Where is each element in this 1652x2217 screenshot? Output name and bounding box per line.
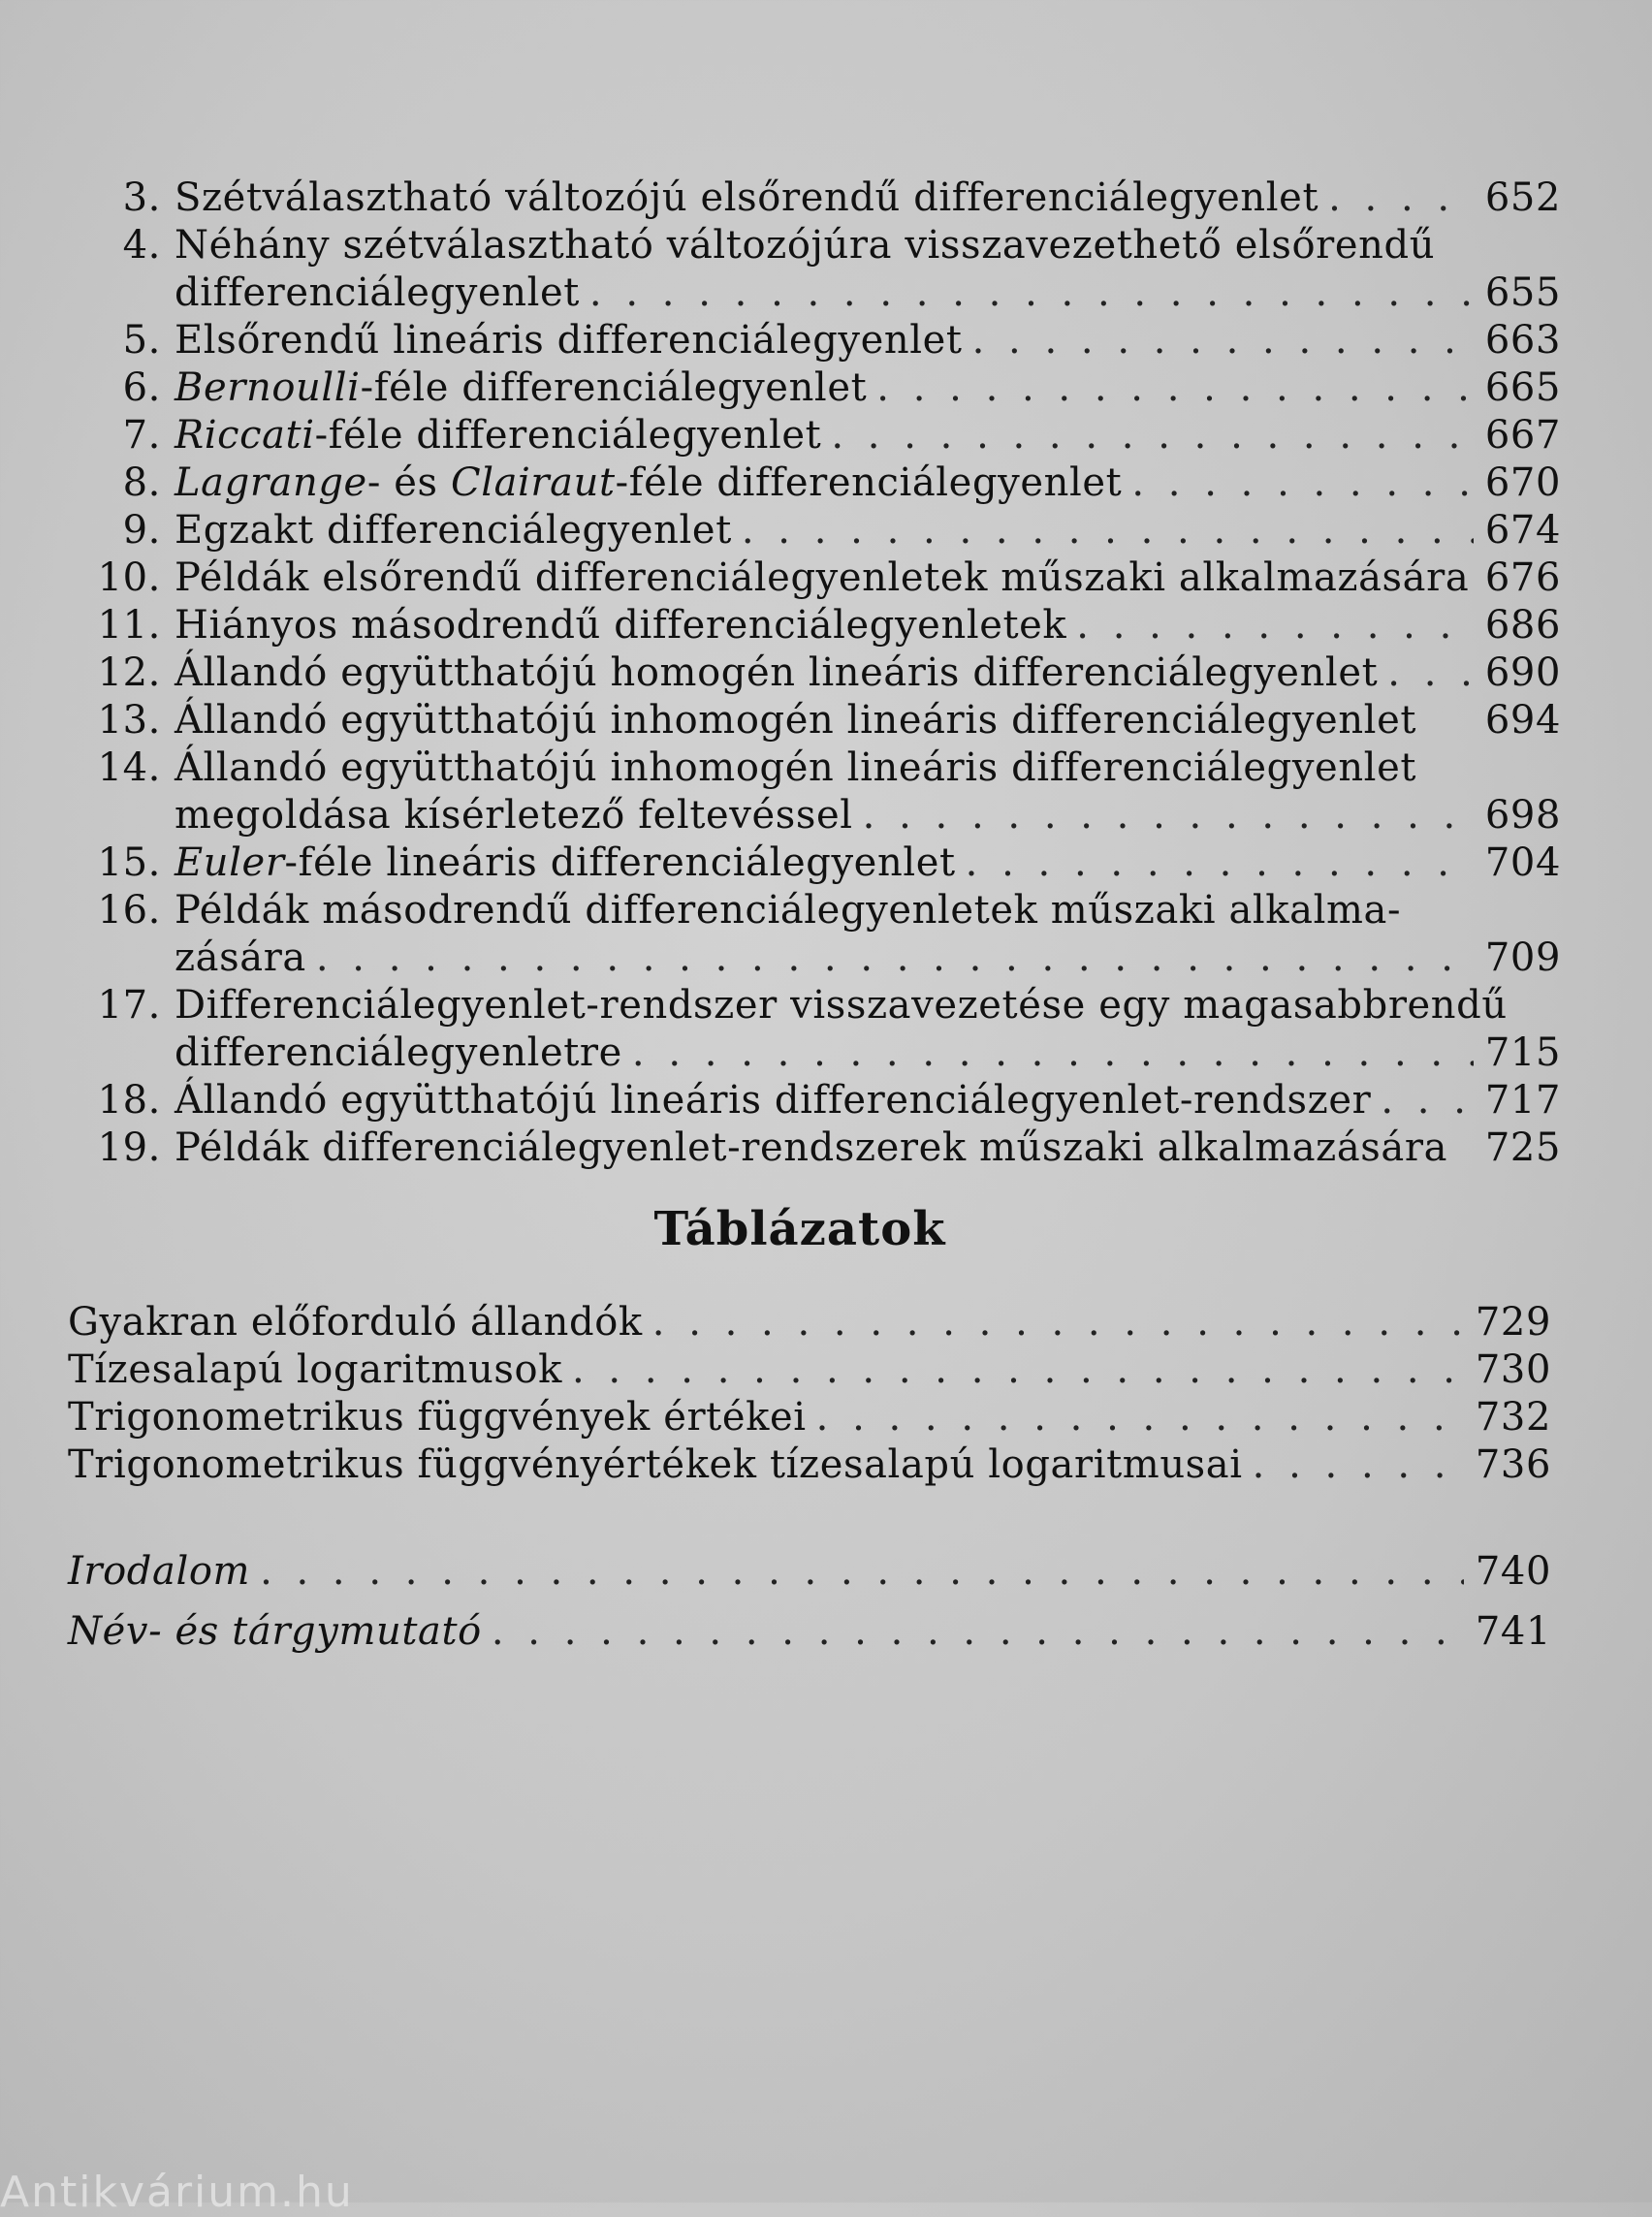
toc-entry: 16. Példák másodrendű differenciálegyenletek műszaki alkalma- [97, 888, 1402, 933]
page-number: 740 [1475, 1549, 1551, 1594]
page-number: 686 [1484, 603, 1561, 648]
toc-entry-continuation: differenciálegyenletre . . . 715 [68, 1029, 1561, 1077]
person-name: Lagrange [175, 460, 367, 505]
dot-leader [816, 1394, 1464, 1441]
page-number: 674 [1484, 508, 1561, 553]
toc-entry: 15. Euler-féle lineáris differenciálegyenlet . . . 704 [68, 839, 1561, 887]
person-name: Clairaut [450, 460, 616, 505]
toc-entry-continuation: differenciálegyenlet . . . 655 [68, 269, 1561, 317]
toc-entry: 17. Differenciálegyenlet-rendszer visszavezetése egy magasabbrendű [97, 983, 1508, 1028]
toc-entry: 5. Elsőrendű lineáris differenciálegyenlet . . . 663 [68, 317, 1561, 364]
dot-leader [632, 1029, 1474, 1077]
page-number: 736 [1475, 1442, 1551, 1487]
dot-leader [316, 934, 1474, 982]
dot-leader [972, 317, 1474, 364]
section-heading: Táblázatok [653, 1202, 946, 1256]
toc-entry: Gyakran előforduló állandók . . . 729 [68, 1299, 1551, 1346]
person-name: Euler [175, 840, 285, 885]
person-name: Riccati [175, 413, 315, 458]
dot-leader [742, 507, 1474, 554]
toc-entry: Irodalom . . . 740 [68, 1541, 1551, 1601]
page-number: 665 [1484, 365, 1561, 410]
toc-entry: 12. Állandó együtthatójú homogén lineáris differenciálegyenlet . . . 690 [68, 649, 1561, 697]
toc-entry-continuation: zására . . . 709 [68, 934, 1561, 982]
page-number: 663 [1484, 318, 1561, 363]
toc-entry: 7. Riccati-féle differenciálegyenlet . . . 667 [68, 412, 1561, 459]
page-number: 741 [1475, 1609, 1551, 1654]
page-number: 732 [1475, 1395, 1551, 1440]
dot-leader [492, 1601, 1464, 1662]
dot-leader [652, 1299, 1464, 1346]
dot-leader [589, 269, 1474, 317]
page-number: 717 [1484, 1078, 1561, 1123]
page-number: 670 [1484, 460, 1561, 505]
person-name: Bernoulli [175, 365, 361, 410]
toc-entry-continuation: megoldása kísérletező feltevéssel . . . 698 [68, 792, 1561, 839]
toc-entry: 19. Példák differenciálegyenlet-rendszerek műszaki alkalmazására 725 [97, 1125, 1561, 1170]
dot-leader [966, 839, 1474, 887]
page-number: 652 [1484, 175, 1561, 220]
dot-leader [572, 1346, 1464, 1394]
toc-entry: 11. Hiányos másodrendű differenciálegyenletek . . . 686 [68, 602, 1561, 649]
tables-list [68, 1299, 1551, 1489]
toc-entry: Név- és tárgymutató . . . 741 [68, 1601, 1551, 1662]
toc-entry: 10. Példák elsőrendű differenciálegyenletek műszaki alkalmazására 676 [97, 555, 1561, 600]
page-number: 690 [1484, 650, 1561, 695]
toc-entry: Tízesalapú logaritmusok . . . 730 [68, 1346, 1551, 1394]
page-number: 730 [1475, 1347, 1551, 1392]
toc-entry: 6. Bernoulli-féle differenciálegyenlet . . . 665 [68, 364, 1561, 412]
page-number: 729 [1475, 1300, 1551, 1345]
page-number: 725 [1484, 1125, 1561, 1170]
dot-leader [1328, 174, 1474, 222]
toc-entry: 4. Néhány szétválasztható változójúra visszavezethető elsőrendű [122, 223, 1436, 268]
toc-entry: 18. Állandó együtthatójú lineáris differenciálegyenlet-rendszer . . . 717 [68, 1077, 1561, 1124]
page-number: 698 [1484, 793, 1561, 838]
page-number: 715 [1484, 1030, 1561, 1075]
dot-leader [831, 412, 1474, 459]
page-number: 694 [1484, 698, 1561, 743]
toc-entry: Trigonometrikus függvényértékek tízesalapú logaritmusai . . . 736 [68, 1441, 1551, 1489]
page-number: 709 [1484, 935, 1561, 980]
dot-leader [876, 364, 1474, 412]
page-number: 676 [1484, 555, 1561, 600]
page-number: 655 [1484, 270, 1561, 315]
toc-entry: Trigonometrikus függvények értékei . . . 732 [68, 1394, 1551, 1441]
toc-entry: 14. Állandó együtthatójú inhomogén lineáris differenciálegyenlet [97, 745, 1417, 790]
toc-entry: 9. Egzakt differenciálegyenlet . . . 674 [68, 507, 1561, 554]
appendix-list [68, 1541, 1551, 1662]
dot-leader [1253, 1441, 1464, 1489]
toc-entry: 13. Állandó együtthatójú inhomogén lineáris differenciálegyenlet 694 [97, 698, 1561, 743]
dot-leader [1381, 1077, 1474, 1124]
dot-leader [1076, 602, 1474, 649]
watermark: Antikvárium.hu [0, 2168, 354, 2217]
toc-entry: 3. Szétválasztható változójú elsőrendű differenciálegyenlet . . . 652 [68, 174, 1561, 222]
dot-leader [260, 1541, 1464, 1601]
toc-entry: 8. Lagrange- és Clairaut-féle differenciálegyenlet . . . 670 [68, 459, 1561, 507]
dot-leader [863, 792, 1474, 839]
dot-leader [1387, 649, 1474, 697]
chapter-list [68, 174, 1561, 1172]
page-number: 704 [1484, 840, 1561, 885]
page-number: 667 [1484, 413, 1561, 458]
dot-leader [1131, 459, 1474, 507]
